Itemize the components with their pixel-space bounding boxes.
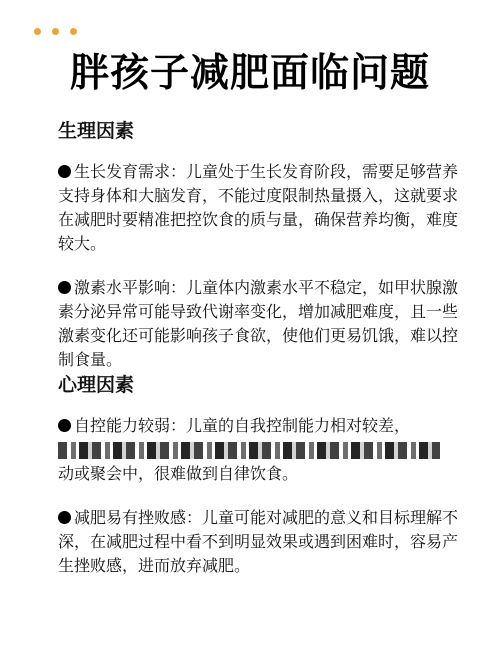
paragraph-text: 生长发育需求：儿童处于生长发育阶段，需要足够营养支持身体和大脑发育，不能过度限制热量摄入，这就要求在减肥时要精准把控饮食的质与量，确保营养均衡，难度较大。 (58, 162, 459, 253)
paragraph-text: 激素水平影响：儿童体内激素水平不稳定，如甲状腺激素分泌异常可能导致代谢率变化，增加减肥难度，且一些激素变化还可能影响孩子食欲，使他们更易饥饿，难以控制食量。 (58, 278, 459, 369)
page-title: 胖孩子减肥面临问题 (69, 51, 430, 96)
decorative-dots (34, 28, 77, 35)
section-heading: 生理因素 (58, 120, 135, 142)
paragraph-text: 自控能力较弱：儿童的自我控制能力相对较差， (74, 416, 411, 435)
dot-2 (52, 28, 59, 35)
paragraph-growth (58, 160, 458, 256)
paragraph-frustration (58, 506, 458, 578)
bullet-icon (58, 165, 71, 178)
section-heading: 心理因素 (58, 374, 135, 396)
bullet-icon (58, 281, 71, 294)
section-physiological (58, 118, 458, 372)
bullet-icon (58, 511, 71, 524)
paragraph-text: 减肥易有挫败感：儿童可能对减肥的意义和目标理解不深，在减肥过程中看不到明显效果或遇到困难时，容易产生挫败感，进而放弃减肥。 (58, 508, 459, 575)
paragraph-selfcontrol (58, 414, 458, 438)
bullet-icon (58, 419, 71, 432)
paragraph-text-continued: 动或聚会中，很难做到自律饮食。 (58, 464, 299, 483)
dot-1 (34, 28, 41, 35)
dot-3 (70, 28, 77, 35)
paragraph-hormone (58, 276, 458, 372)
corrupted-text-line (58, 442, 440, 459)
section-psychological (58, 372, 458, 578)
